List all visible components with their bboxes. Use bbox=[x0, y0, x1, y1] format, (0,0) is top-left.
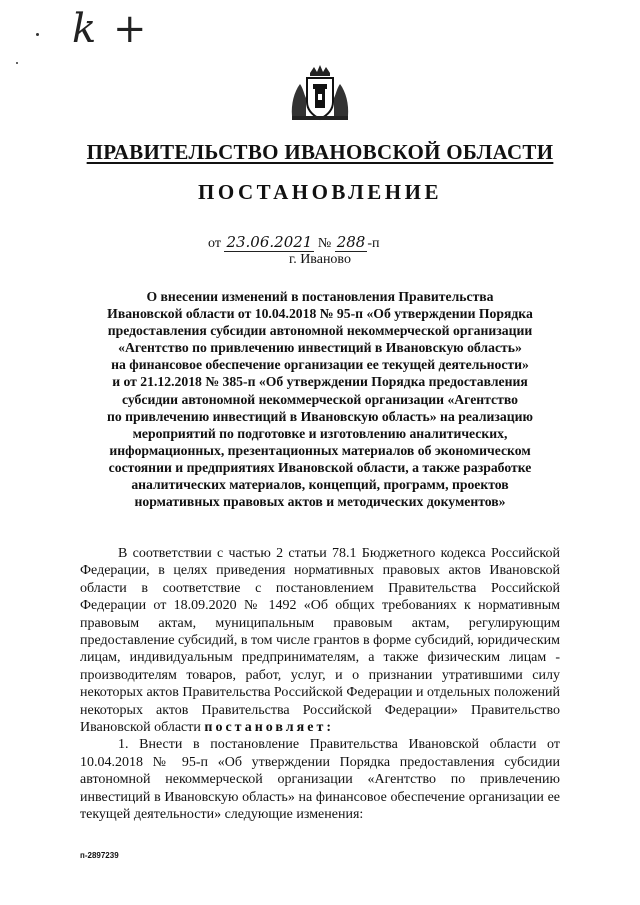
handwritten-note: k + bbox=[72, 6, 149, 52]
subject-line: нормативных правовых актов и методических документов» bbox=[134, 494, 506, 510]
date-prefix: от bbox=[208, 236, 221, 251]
subject-line: состоянии и предприятиях Ивановской области, а также разработке bbox=[108, 459, 532, 475]
body-paragraph: 1. Внести в постановление Правительства Ивановской области от 10.04.2018 № 95-п «Об утверждении Порядка предоставления субсидии автономной некоммерческой организации «Агентство по привлечению инвестиций в Ивановскую область» на финансовое обеспечение организации ее текущей деятельности» следующие изменения: bbox=[80, 737, 560, 823]
coat-of-arms-icon bbox=[288, 64, 352, 124]
speck-mark bbox=[16, 62, 18, 64]
subject-line: информационных, презентационных материалов об экономическом bbox=[109, 442, 531, 458]
document-body bbox=[80, 545, 560, 824]
document-type: ПОСТАНОВЛЕНИЕ bbox=[198, 180, 442, 204]
subject-line: О внесении изменений в постановления Правительства bbox=[146, 289, 494, 304]
document-code: п-2897239 bbox=[80, 851, 119, 860]
subject-line: и от 21.12.2018 № 385-п «Об утверждении Порядка предоставления bbox=[112, 374, 528, 390]
resolves-word: постановляет: bbox=[204, 720, 334, 736]
subject-line: по привлечению инвестиций в Ивановскую область» на реализацию bbox=[106, 408, 534, 424]
subject-line: субсидии автономной некоммерческой организации «Агентство bbox=[122, 391, 518, 407]
body-paragraph bbox=[80, 545, 560, 736]
document-subject bbox=[80, 288, 560, 510]
number-suffix: -п bbox=[367, 236, 380, 251]
subject-line: предоставления субсидии автономной некоммерческой организации bbox=[107, 323, 533, 339]
subject-line: мероприятий по подготовке и изготовлению аналитических, bbox=[132, 425, 508, 441]
subject-line: на финансовое обеспечение организации ее текущей деятельности» bbox=[111, 357, 529, 373]
number-label: № bbox=[317, 236, 332, 251]
date-number-line bbox=[208, 233, 379, 252]
handwritten-number: 288 bbox=[336, 233, 366, 251]
paragraph-text: В соответствии с частью 2 статьи 78.1 Бюджетного кодекса Российской Федерации, в целях приведения нормативных правовых актов Ивановской области в соответствие с постановлением Правительства Российской Федерации от 18.09.2020 № 1492 «Об общих требованиях к нормативным правовым актам, муниципальным правовым актам, регулирующим предоставление субсидий, в том числе грантов в форме субсидий, юридическим лицам, индивидуальным предпринимателям, а также физическим лицам - производителям товаров, работ, услуг, и о признании утратившими силу некоторых актов Правительства Российской Федерации и отдельных положений некоторых актов Правительства Российской Федерации» Правительство Ивановской области bbox=[80, 546, 561, 736]
subject-line: Ивановской области от 10.04.2018 № 95-п «Об утверждении Порядка bbox=[107, 306, 533, 322]
handwritten-date: 23.06.2021 bbox=[226, 233, 313, 251]
speck-mark bbox=[36, 33, 39, 36]
subject-line: «Агентство по привлечению инвестиций в Ивановскую область» bbox=[118, 340, 522, 356]
city: г. Иваново bbox=[289, 252, 351, 267]
government-title: ПРАВИТЕЛЬСТВО ИВАНОВСКОЙ ОБЛАСТИ bbox=[86, 140, 554, 164]
subject-line: аналитических материалов, концепций, программ, проектов bbox=[131, 477, 509, 493]
